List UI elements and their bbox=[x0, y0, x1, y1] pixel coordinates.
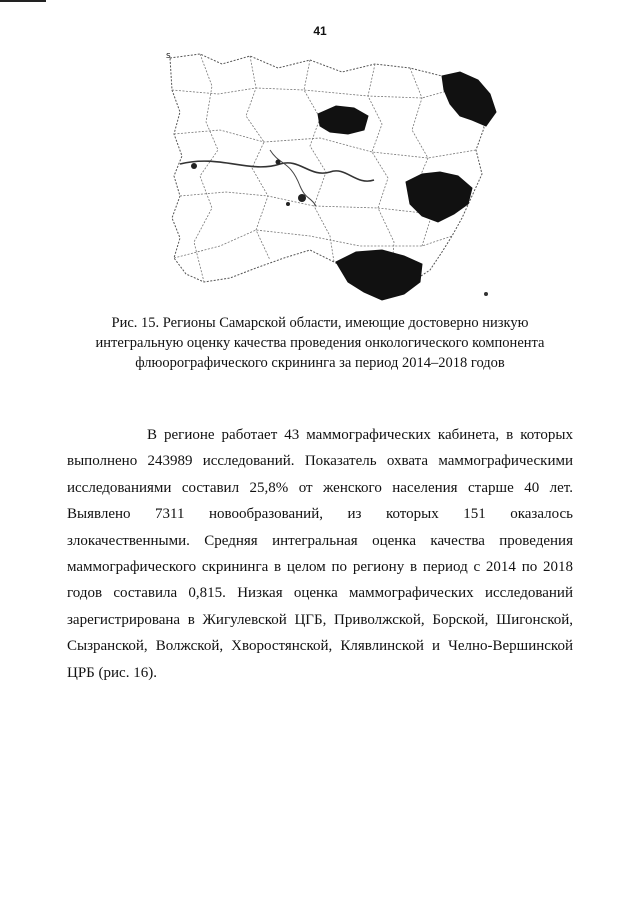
paragraph-line: выполнено 243989 исследований. Показатель охвата маммографическими bbox=[67, 453, 573, 470]
paragraph-line: Сызранской, Волжской, Хворостянской, Клявлинской и Челно-Вершинской bbox=[67, 638, 573, 655]
paragraph-line: В регионе работает 43 маммографических кабинета, в которых bbox=[147, 427, 573, 443]
low-score-regions bbox=[318, 72, 496, 300]
paragraph-line: Выявлено 7311 новообразований, из которых 151 оказалось bbox=[67, 506, 573, 523]
paragraph-line: зарегистрирована в Жигулевской ЦГБ, Приволжской, Борской, Шигонской, bbox=[67, 611, 573, 628]
paragraph-line: ЦРБ (рис. 16). bbox=[67, 664, 157, 681]
caption-line: Рис. 15. Регионы Самарской области, имеющие достоверно низкую bbox=[111, 315, 529, 331]
region-dark-north-center bbox=[318, 106, 368, 134]
river-branch bbox=[270, 150, 316, 206]
page-number: 41 bbox=[313, 24, 327, 38]
caption-line: интегральную оценку качества проведения онкологического компонента bbox=[95, 335, 545, 351]
region-dark-northeast bbox=[442, 72, 496, 126]
paragraph-line: годов составила 0,815. Низкая оценка маммографических исследований bbox=[67, 585, 573, 602]
caption-line: флюорографического скрининга за период 2014–2018 годов bbox=[135, 355, 505, 371]
map-svg bbox=[160, 46, 505, 308]
region-dark-east bbox=[406, 172, 472, 222]
svg-text:s: s bbox=[166, 51, 171, 61]
paragraph-line: злокачественными. Средняя интегральная оценка качества проведения bbox=[67, 532, 573, 549]
body-paragraph bbox=[67, 422, 573, 686]
figure-caption bbox=[80, 313, 560, 373]
scan-edge-rule bbox=[0, 0, 46, 2]
samara-region-map bbox=[160, 46, 505, 308]
paragraph-line: исследованиями составил 25,8% от женского населения старше 40 лет. bbox=[67, 479, 573, 496]
region-dark-south bbox=[336, 250, 422, 300]
paragraph-line: маммографического скрининга в целом по региону в период с 2014 по 2018 bbox=[67, 559, 573, 576]
